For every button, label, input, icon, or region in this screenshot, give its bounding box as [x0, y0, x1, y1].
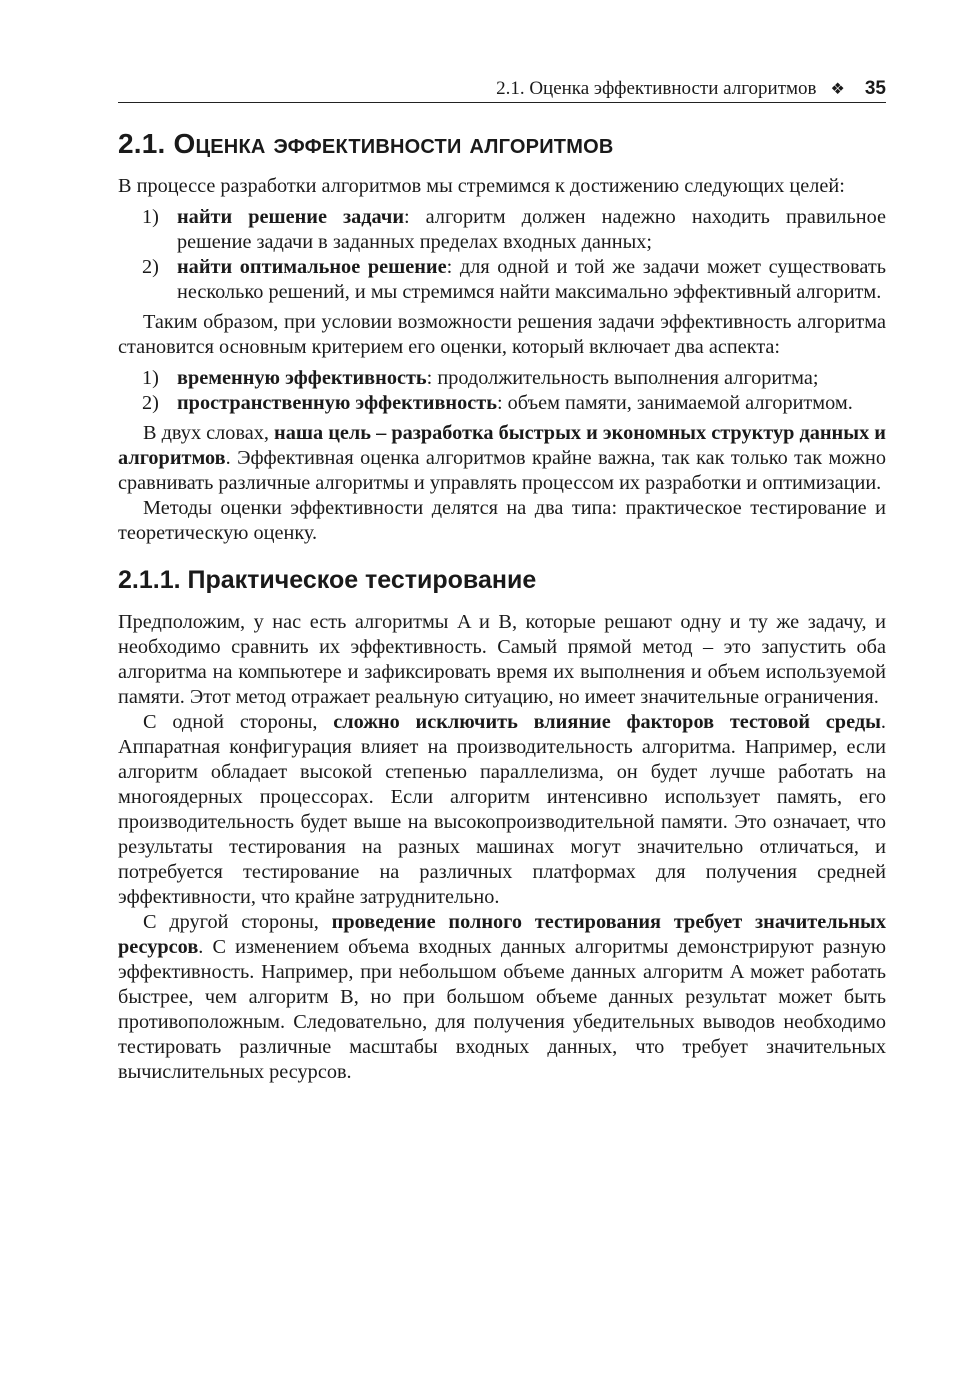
- list-number: 1): [142, 367, 159, 389]
- paragraph-goal: [118, 421, 886, 496]
- bold-run: сложно исключить влияние факторов тестовой среды: [333, 711, 881, 733]
- paragraph-environment: [118, 710, 886, 910]
- running-title: 2.1. Оценка эффективности алгоритмов: [496, 78, 817, 99]
- page-body: [118, 124, 886, 1085]
- list-text: : продолжительность выполнения алгоритма;: [426, 367, 819, 389]
- list-text: : для одной и той же задачи может существовать несколько решений, и мы стремимся найти максимально эффективный алгоритм.: [177, 256, 886, 303]
- list-item: [118, 366, 886, 391]
- section-title: 2.1. Оценка эффективности алгоритмов: [118, 128, 614, 159]
- list-item: [118, 391, 886, 416]
- list-item: [118, 205, 886, 255]
- text-run: . Эффективная оценка алгоритмов крайне важна, так как только так можно сравнивать различные алгоритмы и управлять процессом их разработки и оптимизации.: [118, 447, 886, 494]
- text-run: . С изменением объема входных данных алгоритмы демонстрируют разную эффективность. Например, при небольшом объеме данных алгоритм A может работать быстрее, чем алгоритм B, но при большом объеме данных результат может быть противоположным. Следовательно, для получения убедительных выводов необходимо тестировать различные масштабы входных данных, что требует значительных вычислительных ресурсов.: [118, 936, 886, 1083]
- list-term: пространственную эффективность: [177, 392, 497, 414]
- bold-run: наша цель – разработка быстрых и экономных структур данных и алгоритмов: [118, 422, 886, 469]
- paragraph-aspects: Таким образом, при условии возможности решения задачи эффективность алгоритма становится основным критерием его оценки, который включает два аспекта:: [118, 311, 886, 358]
- subsection-title: 2.1.1. Практическое тестирование: [118, 566, 537, 594]
- paragraph-methods: Методы оценки эффективности делятся на два типа: практическое тестирование и теоретическую оценку.: [118, 497, 886, 544]
- list-text: : объем памяти, занимаемой алгоритмом.: [496, 392, 853, 414]
- running-header: [118, 76, 886, 103]
- text-run: С одной стороны,: [143, 711, 334, 733]
- aspects-list: [118, 366, 886, 416]
- paragraph-resources: [118, 910, 886, 1085]
- list-item: [118, 255, 886, 305]
- list-term: найти решение задачи: [177, 206, 405, 228]
- paragraph-intro: В процессе разработки алгоритмов мы стремимся к достижению следующих целей:: [118, 175, 845, 197]
- text-run: В двух словах,: [143, 422, 275, 444]
- list-number: 1): [142, 206, 159, 228]
- goals-list: [118, 205, 886, 305]
- list-term: найти оптимальное решение: [177, 256, 447, 278]
- text-run: . Аппаратная конфигурация влияет на производительность алгоритма. Например, если алгоритм обладает высокой степенью параллелизма, он будет лучше работать на многоядерных процессорах. Если алгоритм интенсивно использует память, его производительность будет выше на высокопроизводительной памяти. Это означает, что результаты тестирования на разных машинах могут значительно отличаться, и потребуется тестирование на различных платформах для получения средней эффективности, что крайне затруднительно.: [118, 711, 886, 908]
- list-number: 2): [142, 256, 159, 278]
- ornament-icon: ❖: [830, 81, 845, 98]
- text-run: С другой стороны,: [143, 911, 332, 933]
- list-number: 2): [142, 392, 159, 414]
- bold-run: проведение полного тестирования требует значительных ресурсов: [118, 911, 886, 958]
- list-term: временную эффективность: [177, 367, 427, 389]
- list-text: : алгоритм должен надежно находить правильное решение задачи в заданных пределах входных данных;: [177, 206, 886, 253]
- paragraph-testing: Предположим, у нас есть алгоритмы A и B, которые решают одну и ту же задачу, и необходимо сравнить их эффективность. Самый прямой метод – это запустить оба алгоритма на компьютере и зафиксировать время их выполнения и объем используемой памяти. Этот метод отражает реальную ситуацию, но имеет значительные ограничения.: [118, 611, 886, 708]
- page-number: 35: [864, 78, 886, 99]
